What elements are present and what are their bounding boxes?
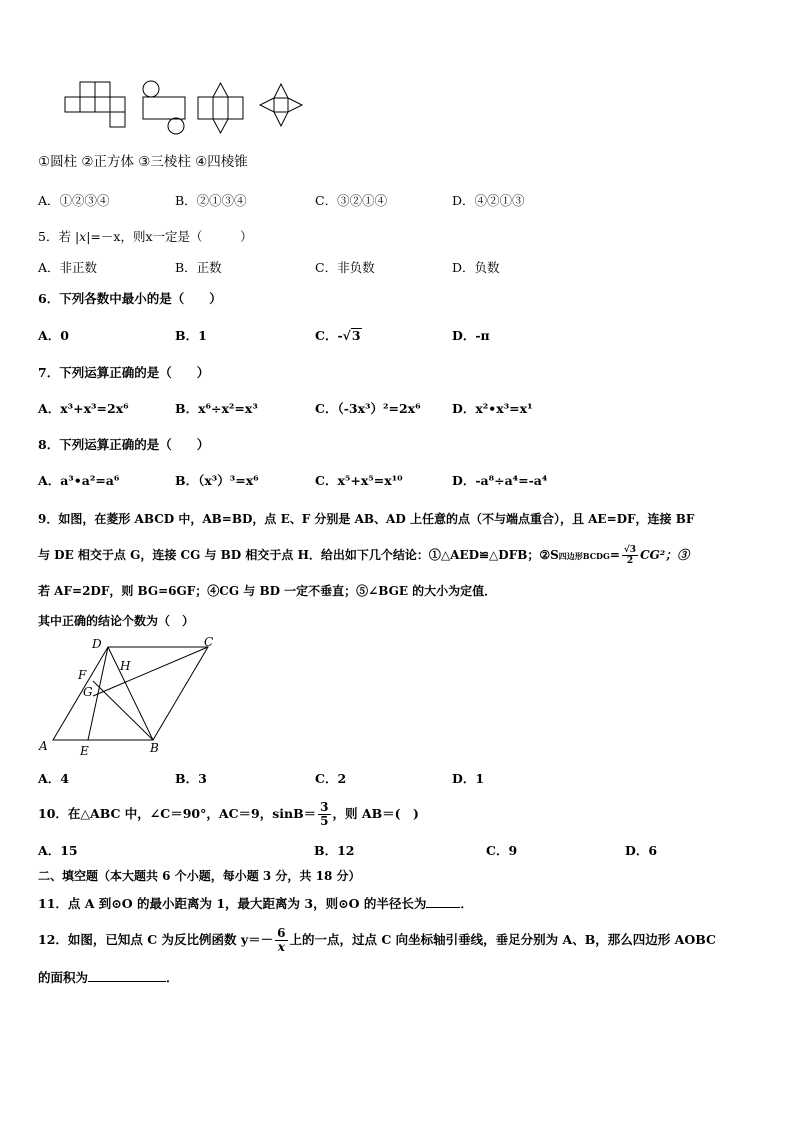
q7-option-a[interactable]: A．x³+x³=2x⁶: [38, 401, 129, 416]
prism-net-icon: [198, 83, 243, 133]
q7-option-c[interactable]: C．（-3x³）²=2x⁶: [315, 401, 421, 416]
label-e: E: [80, 744, 89, 758]
q10-option-c[interactable]: C．9: [486, 843, 518, 858]
q9-line3: 若 AF=2DF，则 BG=6GF；④CG 与 BD 一定不垂直；⑤∠BGE 的大小为定值．: [38, 584, 497, 598]
label-d: D: [92, 637, 102, 651]
segment-bf: [93, 681, 153, 740]
q8-stem: 8．下列运算正确的是（ ）: [38, 437, 210, 452]
rhombus-figure: [36, 634, 226, 758]
q11-stem: 11．点 A 到⊙O 的最小距离为 1，最大距离为 3，则⊙O 的半径长为 ．: [38, 896, 473, 911]
q4-option-a[interactable]: A．①②③④: [38, 193, 110, 208]
q9-option-c[interactable]: C．2: [315, 771, 347, 786]
q9-line1: 9．如图，在菱形 ABCD 中，AB=BD，点 E、F 分别是 AB、AD 上任意的点（不与端点重合），且 AE=DF，连接 BF: [38, 512, 695, 526]
q9-option-a[interactable]: A．4: [38, 771, 69, 786]
q11-answer-blank[interactable]: [426, 894, 460, 908]
q9-option-b[interactable]: B．3: [175, 771, 207, 786]
q7-option-d[interactable]: D．x²•x³=x¹: [452, 401, 533, 416]
q10-option-a[interactable]: A．15: [38, 843, 78, 858]
label-c: C: [204, 635, 214, 649]
q12-line1: 12．如图，已知点 C 为反比例函数 y＝－ $\frac{6}{x}$ 上的一点，过点 C 向坐标轴引垂线，垂足分别为 A、B，那么四边形 AOBC: [38, 926, 716, 954]
q12-line2: 的面积为 ．: [38, 970, 179, 985]
q5-option-d[interactable]: D．负数: [452, 260, 500, 275]
q8-option-b[interactable]: B．（x³）³=x⁶: [175, 473, 259, 488]
q8-option-d[interactable]: D．-a⁸÷a⁴=-a⁴: [452, 473, 548, 488]
q9-line2: 与 DE 相交于点 G，连接 CG 与 BD 相交于点 H．给出如下几个结论：①△AED≌△DFB；②S四边形BCDG= $\frac{√3}{2}$ CG²；③: [38, 545, 690, 566]
pyramid-net-icon: [260, 84, 302, 126]
q4-option-b[interactable]: B．②①③④: [175, 193, 247, 208]
label-g: G: [83, 685, 93, 699]
q12-answer-blank[interactable]: [88, 968, 166, 982]
q5-option-b[interactable]: B．正数: [175, 260, 222, 275]
q10-stem: 10．在△ABC 中，∠C＝90°，AC＝9，sinB＝ $\frac{3}{5}$ ，则 AB＝( ): [38, 800, 419, 828]
q9-option-d[interactable]: D．1: [452, 771, 485, 786]
q6-option-a[interactable]: A．0: [38, 328, 69, 343]
q7-option-b[interactable]: B．x⁶÷x²=x³: [175, 401, 258, 416]
q10-option-d[interactable]: D．6: [625, 843, 658, 858]
q4-option-d[interactable]: D．④②①③: [452, 193, 525, 208]
q6-option-d[interactable]: D．-π: [452, 328, 490, 343]
q4-shape-labels: ①圆柱 ②正方体 ③三棱柱 ④四棱锥: [38, 154, 248, 170]
q6-option-b[interactable]: B．1: [175, 328, 207, 343]
q4-nets-figure: [60, 80, 310, 136]
q5-option-c[interactable]: C．非负数: [315, 260, 375, 275]
label-f: F: [78, 668, 87, 682]
q8-option-a[interactable]: A．a³•a²=a⁶: [38, 473, 120, 488]
diagonal-bd: [108, 647, 153, 740]
q10-option-b[interactable]: B．12: [314, 843, 355, 858]
q6-option-c[interactable]: C．-√3: [315, 328, 361, 343]
section-title: 二、填空题（本大题共 6 个小题，每小题 3 分，共 18 分）: [38, 869, 361, 883]
q6-stem: 6．下列各数中最小的是（ ）: [38, 291, 222, 306]
q5-option-a[interactable]: A．非正数: [38, 260, 98, 275]
label-b: B: [150, 741, 159, 755]
q5-stem: 5．若 |x|=－x，则x一定是（ ）: [38, 229, 253, 244]
cylinder-net-icon: [143, 81, 185, 134]
cube-net-icon: [65, 82, 125, 127]
q9-line4: 其中正确的结论个数为（ ）: [38, 614, 195, 628]
q7-stem: 7．下列运算正确的是（ ）: [38, 365, 210, 380]
q4-option-c[interactable]: C．③②①④: [315, 193, 388, 208]
q8-option-c[interactable]: C．x⁵+x⁵=x¹⁰: [315, 473, 403, 488]
label-h: H: [120, 659, 131, 673]
label-a: A: [39, 739, 48, 753]
segment-cg: [93, 647, 208, 696]
